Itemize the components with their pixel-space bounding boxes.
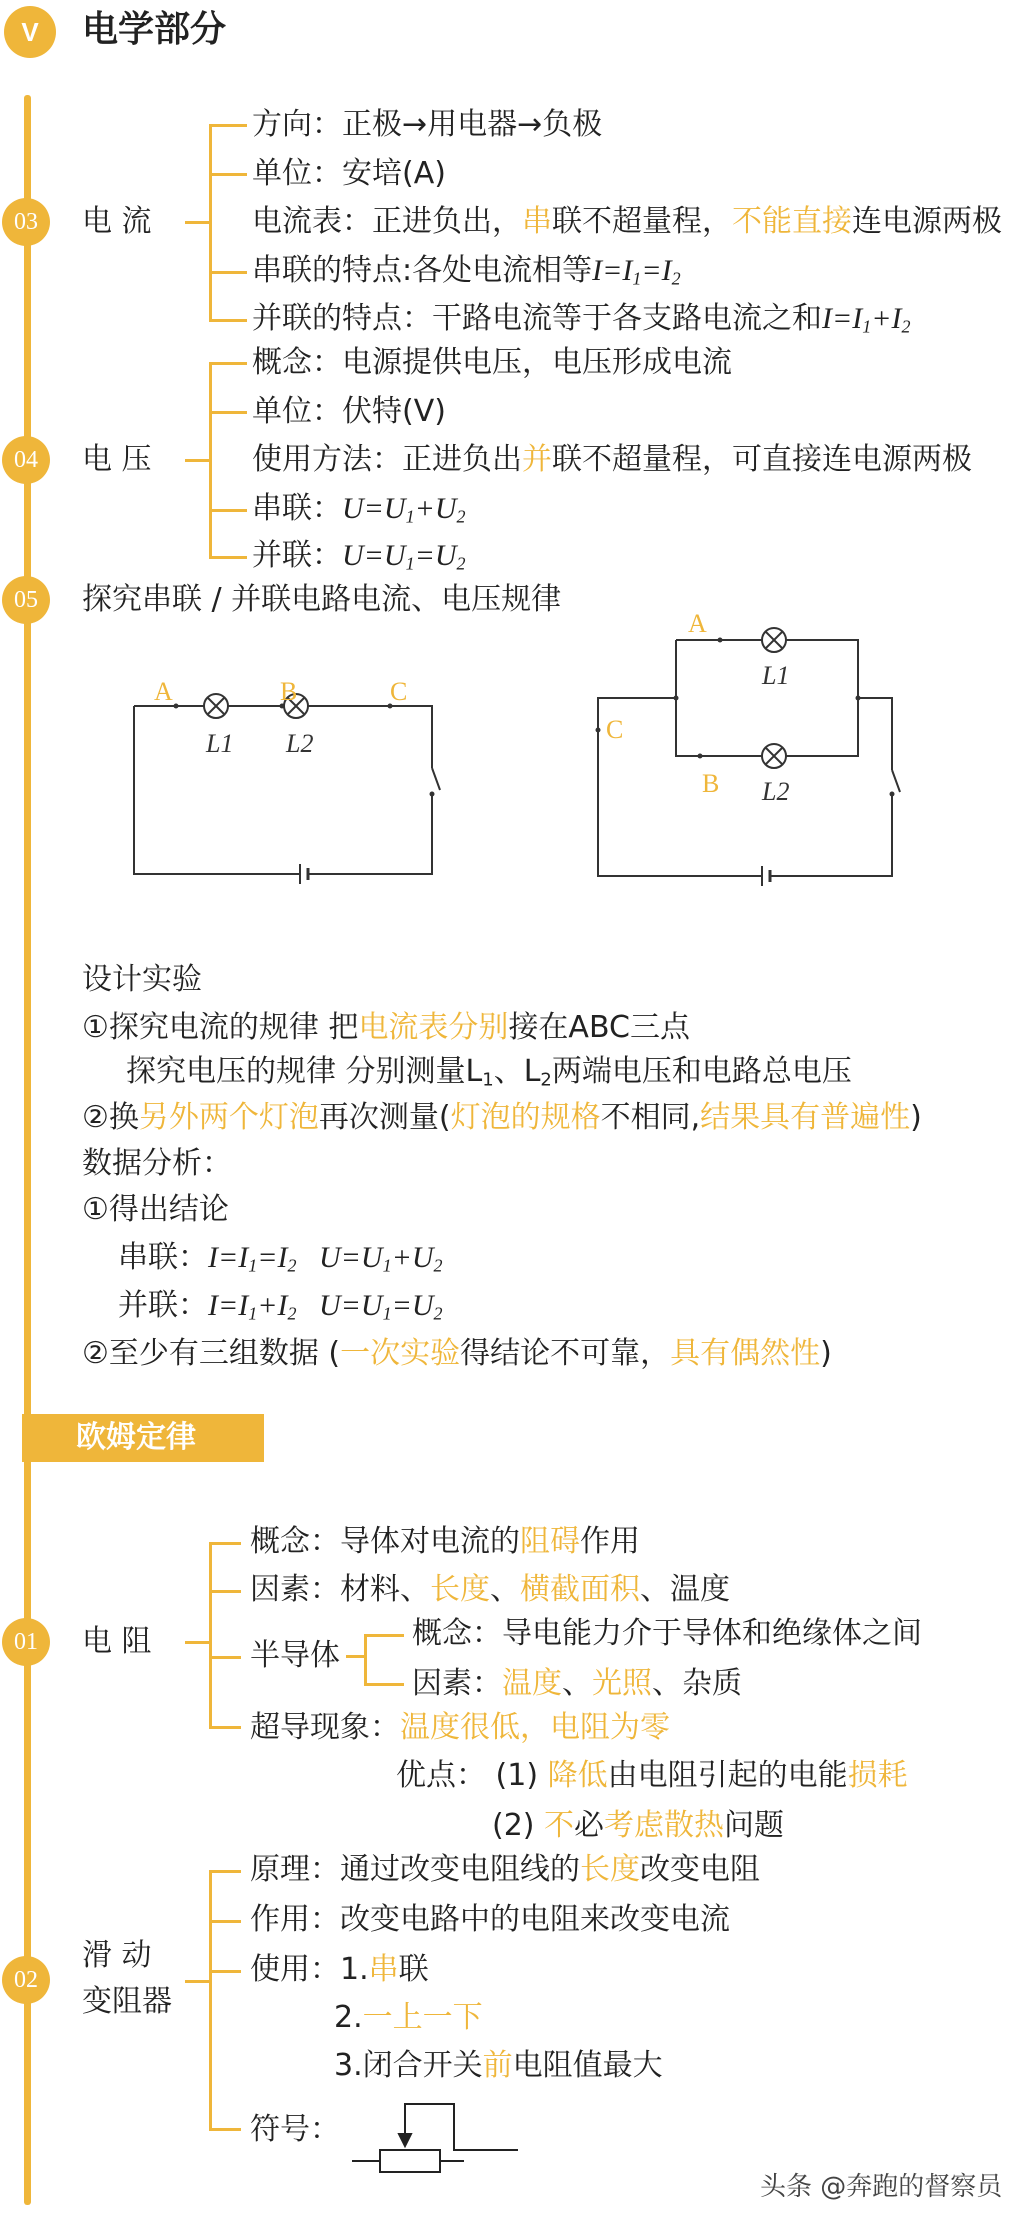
rheostat-bracket — [209, 1870, 212, 2130]
parallel-point-c: C — [606, 715, 624, 744]
design-step2: ②换另外两个灯泡再次测量(灯泡的规格不相同,结果具有普遍性) — [82, 1100, 922, 1135]
parallel-point-b: B — [702, 769, 720, 798]
explore-title: 探究串联 / 并联电路电流、电压规律 — [82, 582, 562, 617]
current-unit: 单位：安培(A) — [252, 156, 446, 191]
voltage-bracket — [209, 362, 212, 559]
current-bracket-stem — [185, 221, 209, 224]
superconductor-advantage-1: 优点： (1) 降低由电阻引起的电能损耗 — [396, 1758, 908, 1793]
rheostat-symbol-label: 符号： — [250, 2112, 340, 2147]
rheostat-label-line2: 变阻器 — [82, 1984, 172, 2019]
semiconductor-concept: 概念：导电能力介于导体和绝缘体之间 — [412, 1616, 922, 1651]
page-title: 电学部分 — [82, 9, 227, 50]
semiconductor-bracket — [364, 1634, 367, 1686]
voltage-concept: 概念：电源提供电压，电压形成电流 — [252, 345, 732, 380]
design-step1b: 探究电压的规律 分别测量$L_1$、$L_2$两端电压和电路总电压 — [126, 1054, 852, 1091]
series-lamp-l2: L2 — [286, 729, 314, 758]
watermark: 头条 @奔跑的督察员 — [760, 2172, 1003, 2202]
series-point-b: B — [280, 677, 298, 706]
voltage-bracket-stem — [185, 459, 209, 462]
superconductor-advantage-2: (2) 不必考虑散热问题 — [492, 1808, 785, 1843]
rheostat-bracket-stem — [185, 1980, 209, 1983]
design-title: 设计实验 — [82, 962, 202, 997]
badge-01: 01 — [2, 1618, 50, 1666]
voltage-label: 电 压 — [82, 442, 152, 477]
voltage-series: 串联：$U=U_1+U_2$ — [252, 491, 466, 527]
superconductor: 超导现象：温度很低，电阻为零 — [250, 1710, 670, 1745]
ohm-section-header: 欧姆定律 — [22, 1414, 264, 1462]
design-step1a: ①探究电流的规律 把电流表分别接在ABC三点 — [82, 1010, 690, 1045]
series-circuit-diagram — [120, 660, 450, 900]
conclusion-series: 串联：$I=I_1=I_2$ $U=U_1+U_2$ — [118, 1240, 443, 1276]
rheostat-label-line1: 滑 动 — [82, 1938, 152, 1973]
timeline-line — [24, 95, 31, 2205]
current-series: 串联的特点:各处电流相等$I=I_1=I_2$ — [252, 253, 681, 289]
badge-05: 05 — [2, 576, 50, 624]
resistance-bracket — [209, 1542, 212, 1728]
voltage-unit: 单位：伏特(V) — [252, 394, 446, 429]
resistance-concept: 概念：导体对电流的阻碍作用 — [250, 1524, 640, 1559]
parallel-lamp-l2: L2 — [762, 777, 790, 806]
parallel-lamp-l1: L1 — [762, 661, 790, 690]
series-lamp-l1: L1 — [206, 729, 234, 758]
parallel-point-a: A — [688, 609, 707, 638]
series-point-a: A — [154, 677, 173, 706]
semiconductor-factors: 因素：温度、光照、杂质 — [412, 1666, 742, 1701]
current-bracket — [209, 124, 212, 322]
rheostat-function: 作用：改变电路中的电阻来改变电流 — [250, 1902, 730, 1937]
conclusion-title: ①得出结论 — [82, 1192, 229, 1227]
parallel-circuit-diagram — [580, 608, 920, 908]
design-step3: ②至少有三组数据 (一次实验得结论不可靠，具有偶然性) — [82, 1336, 832, 1371]
rheostat-use-1: 使用：1.串联 — [250, 1952, 429, 1987]
current-direction: 方向：正极→用电器→负极 — [252, 107, 603, 142]
conclusion-parallel: 并联：$I=I_1+I_2$ $U=U_1=U_2$ — [118, 1288, 443, 1324]
current-parallel: 并联的特点：干路电流等于各支路电流之和$I=I_1+I_2$ — [252, 301, 911, 337]
rheostat-principle: 原理：通过改变电阻线的长度改变电阻 — [250, 1852, 760, 1887]
resistance-factors: 因素：材料、长度、横截面积、温度 — [250, 1572, 730, 1607]
current-label: 电 流 — [82, 204, 152, 239]
badge-04: 04 — [2, 436, 50, 484]
rheostat-use-3: 3.闭合开关前电阻值最大 — [334, 2048, 663, 2083]
analysis-title: 数据分析： — [82, 1146, 232, 1181]
voltage-usage: 使用方法：正进负出并联不超量程，可直接连电源两极 — [252, 442, 972, 477]
badge-03: 03 — [2, 198, 50, 246]
badge-02: 02 — [2, 1956, 50, 2004]
voltage-parallel: 并联：$U=U_1=U_2$ — [252, 538, 466, 574]
current-ammeter: 电流表：正进负出，串联不超量程，不能直接连电源两极 — [252, 204, 1002, 239]
resistance-bracket-stem — [185, 1641, 209, 1644]
series-point-c: C — [390, 677, 408, 706]
resistance-label: 电 阻 — [82, 1624, 152, 1659]
section-badge-v: V — [4, 6, 56, 58]
rheostat-use-2: 2.一上一下 — [334, 2000, 483, 2035]
rheostat-symbol — [350, 2098, 520, 2180]
semiconductor-label: 半导体 — [250, 1638, 340, 1673]
